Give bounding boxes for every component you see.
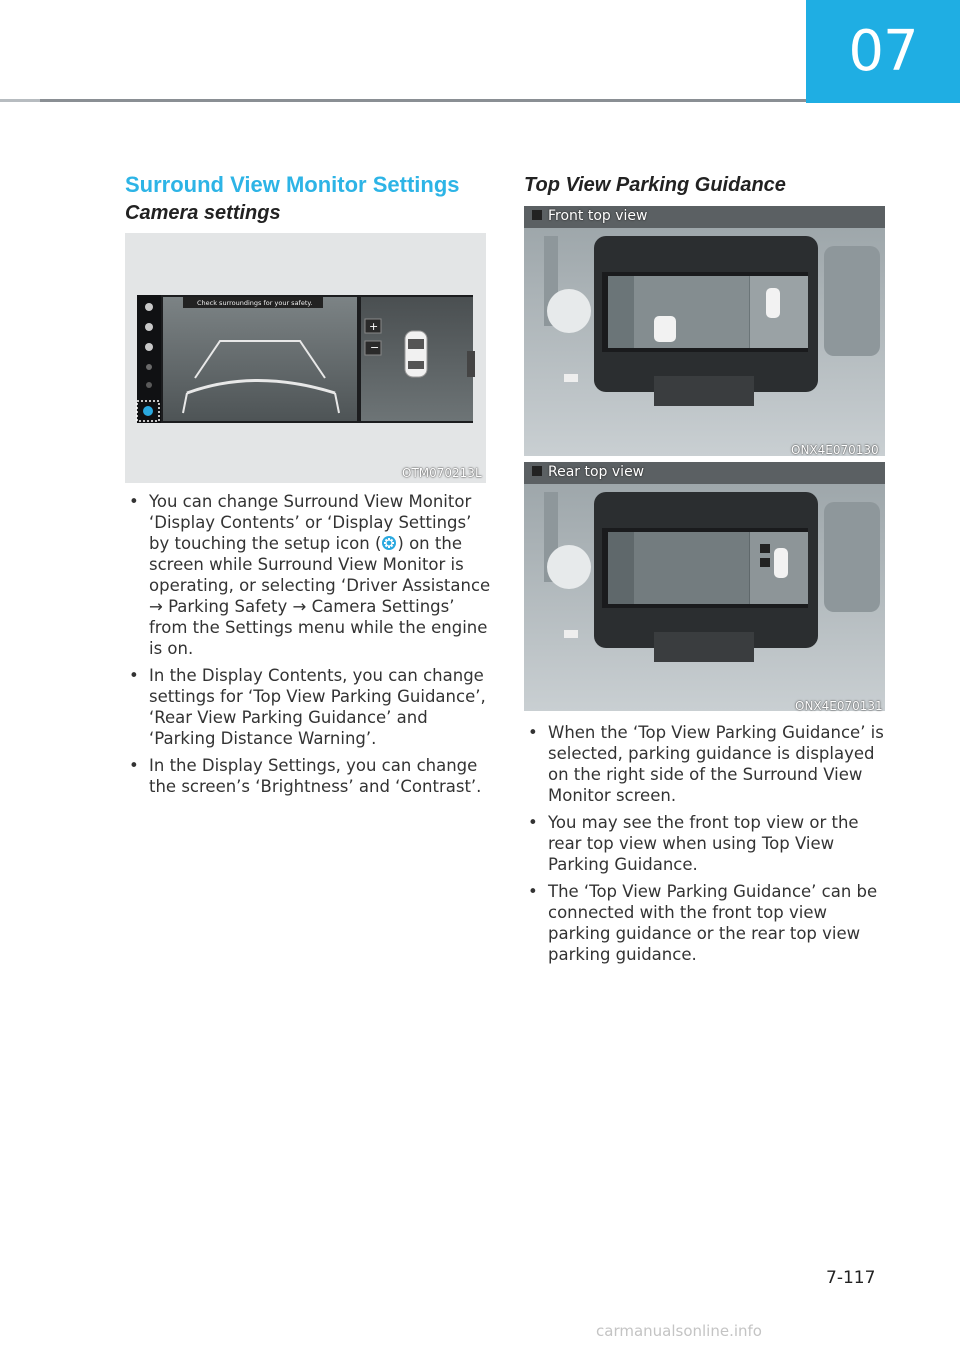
- camera-settings-figure-code: OTM070213L: [402, 466, 482, 480]
- camera-settings-bullets: [125, 491, 491, 803]
- rear-top-view-code: ONX4E070131: [795, 699, 883, 713]
- list-item: • In the Display Contents, you can change settings for ‘Top View Parking Guidance’, ‘Rear View Parking Guidance’ and ‘Parking Distance Warning’.: [125, 665, 491, 749]
- header-rule-accent: [0, 99, 40, 102]
- list-item: • In the Display Settings, you can change the screen’s ‘Brightness’ and ‘Contrast’.: [125, 755, 491, 797]
- svg-text:−: −: [370, 341, 380, 354]
- camera-settings-subtitle: Camera settings: [125, 202, 281, 224]
- list-item: • You may see the front top view or the rear top view when using Top View Parking Guidance.: [524, 812, 890, 875]
- section-title: Surround View Monitor Settings: [125, 172, 460, 197]
- top-view-bullets: [524, 722, 890, 971]
- front-top-view-code: ONX4E070130: [791, 443, 879, 457]
- front-top-view-figure: [524, 206, 885, 456]
- list-item: • When the ‘Top View Parking Guidance’ is selected, parking guidance is displayed on the right side of the Surround View Monitor screen.: [524, 722, 890, 806]
- header-rule: [0, 99, 806, 102]
- svg-text:+: +: [369, 320, 379, 333]
- front-top-view-label: Front top view: [532, 208, 648, 224]
- list-item: • The ‘Top View Parking Guidance’ can be connected with the front top view parking guidance or the rear top view parking guidance.: [524, 881, 890, 965]
- square-bullet-icon: [532, 210, 542, 220]
- page-number: 7-117: [826, 1268, 876, 1288]
- rear-top-view-label: Rear top view: [532, 464, 644, 480]
- list-item: • You can change Surround View Monitor ‘Display Contents’ or ‘Display Settings’ by touching the setup icon ( ) on the screen while Surround View Monitor is operating, or selecting ‘Driver Assistance → Parking Safety → Camera Settings’ from the Settings menu while the engine is on.: [125, 491, 491, 659]
- chapter-tab: 07: [806, 0, 960, 103]
- top-view-subtitle: Top View Parking Guidance: [524, 174, 786, 196]
- square-bullet-icon: [532, 466, 542, 476]
- gear-icon: [381, 535, 397, 551]
- camera-screen-banner: Check surroundings for your safety.: [197, 299, 313, 307]
- camera-settings-figure: [125, 233, 486, 483]
- rear-top-view-figure: [524, 462, 885, 711]
- watermark-text: carmanualsonline.info: [596, 1322, 762, 1340]
